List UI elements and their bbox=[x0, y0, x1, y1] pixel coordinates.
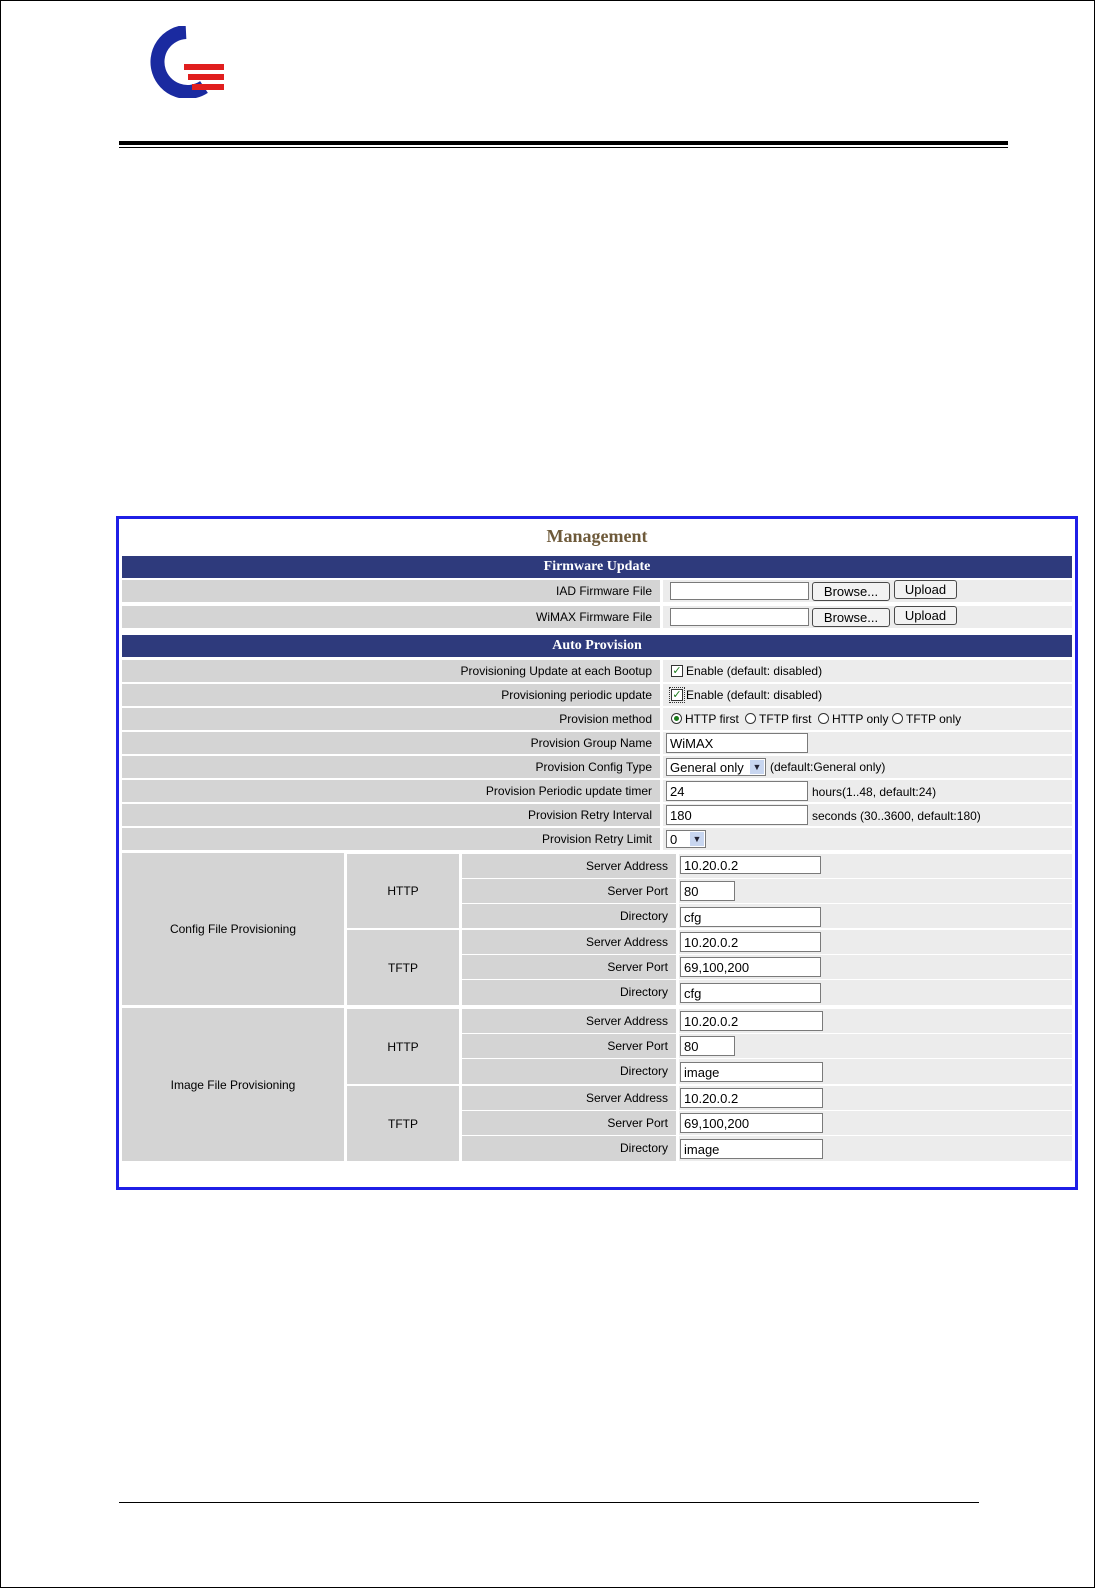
image-http-directory-label: Directory bbox=[462, 1059, 676, 1084]
image-tftp-directory-label: Directory bbox=[462, 1136, 676, 1161]
config-type-hint: (default:General only) bbox=[770, 760, 886, 774]
config-tftp-address-label: Server Address bbox=[462, 930, 676, 954]
retry-interval-value-cell bbox=[663, 804, 1072, 826]
bootup-row bbox=[122, 660, 1072, 682]
bootup-enable-text: Enable (default: disabled) bbox=[686, 664, 823, 678]
chevron-down-icon: ▼ bbox=[690, 832, 704, 846]
config-type-value-cell bbox=[663, 756, 1072, 778]
image-http-address-cell bbox=[679, 1009, 1072, 1033]
image-http-port-label: Server Port bbox=[462, 1034, 676, 1058]
config-http-address-input[interactable]: 10.20.0.2 bbox=[680, 856, 821, 874]
iad-firmware-row bbox=[122, 580, 1072, 602]
radio-tftp-first-label: TFTP first bbox=[759, 712, 812, 726]
quanta-logo bbox=[146, 26, 226, 98]
radio-tftp-only[interactable] bbox=[892, 713, 903, 724]
timer-row bbox=[122, 780, 1072, 802]
chevron-down-icon: ▼ bbox=[750, 760, 764, 774]
config-tftp-directory-input[interactable]: cfg bbox=[680, 983, 821, 1003]
bootup-value-cell bbox=[663, 660, 1072, 682]
config-type-row bbox=[122, 756, 1072, 778]
periodic-checkbox[interactable]: ✓ bbox=[672, 689, 682, 701]
group-row bbox=[122, 732, 1072, 754]
config-http-directory-cell bbox=[679, 904, 1072, 928]
timer-label: Provision Periodic update timer bbox=[122, 780, 660, 802]
radio-tftp-first[interactable] bbox=[745, 713, 756, 724]
config-http-directory-input[interactable]: cfg bbox=[680, 907, 821, 927]
image-tftp-port-label: Server Port bbox=[462, 1111, 676, 1135]
retry-interval-label: Provision Retry Interval bbox=[122, 804, 660, 826]
method-label: Provision method bbox=[122, 708, 660, 730]
image-http-address-label: Server Address bbox=[462, 1009, 676, 1033]
iad-firmware-value-cell bbox=[663, 580, 1072, 602]
retry-interval-row bbox=[122, 804, 1072, 826]
image-tftp-directory-input[interactable]: image bbox=[680, 1139, 823, 1159]
auto-provision-heading: Auto Provision bbox=[122, 635, 1072, 657]
method-value-cell bbox=[663, 708, 1072, 730]
periodic-row bbox=[122, 684, 1072, 706]
config-tftp-label: TFTP bbox=[347, 930, 459, 1005]
group-value-cell bbox=[663, 732, 1072, 754]
image-tftp-directory-cell bbox=[679, 1136, 1072, 1161]
config-http-port-label: Server Port bbox=[462, 879, 676, 903]
config-tftp-port-label: Server Port bbox=[462, 955, 676, 979]
image-http-directory-cell bbox=[679, 1059, 1072, 1084]
config-tftp-address-input[interactable]: 10.20.0.2 bbox=[680, 932, 821, 952]
wimax-upload-button[interactable]: Upload bbox=[894, 606, 957, 625]
group-label: Provision Group Name bbox=[122, 732, 660, 754]
config-tftp-directory-label: Directory bbox=[462, 980, 676, 1005]
group-name-input[interactable]: WiMAX bbox=[666, 733, 808, 753]
periodic-label: Provisioning periodic update bbox=[122, 684, 660, 706]
config-tftp-address-cell bbox=[679, 930, 1072, 954]
management-screenshot-frame bbox=[116, 516, 1078, 1190]
image-tftp-address-label: Server Address bbox=[462, 1086, 676, 1110]
periodic-enable-text: Enable (default: disabled) bbox=[686, 688, 823, 702]
config-type-label: Provision Config Type bbox=[122, 756, 660, 778]
wimax-firmware-row bbox=[122, 606, 1072, 628]
config-http-port-cell bbox=[679, 879, 1072, 903]
retry-limit-selected: 0 bbox=[670, 832, 678, 847]
config-tftp-directory-cell bbox=[679, 980, 1072, 1005]
radio-http-only-label: HTTP only bbox=[832, 712, 889, 726]
retry-interval-input[interactable]: 180 bbox=[666, 805, 808, 825]
footer-rule bbox=[119, 1502, 979, 1503]
retry-limit-label: Provision Retry Limit bbox=[122, 828, 660, 850]
radio-http-first-label: HTTP first bbox=[685, 712, 739, 726]
header-rule bbox=[119, 141, 1008, 145]
bootup-label: Provisioning Update at each Bootup bbox=[122, 660, 660, 682]
method-row bbox=[122, 708, 1072, 730]
config-tftp-port-cell bbox=[679, 955, 1072, 979]
retry-limit-value-cell bbox=[663, 828, 1072, 850]
wimax-firmware-file-input[interactable] bbox=[670, 608, 809, 626]
config-http-address-label: Server Address bbox=[462, 854, 676, 878]
firmware-update-heading: Firmware Update bbox=[122, 556, 1072, 578]
bootup-checkbox[interactable]: ✓ bbox=[672, 665, 682, 677]
image-http-address-input[interactable]: 10.20.0.2 bbox=[680, 1011, 823, 1031]
config-type-select[interactable] bbox=[666, 758, 766, 776]
image-tftp-address-input[interactable]: 10.20.0.2 bbox=[680, 1088, 823, 1108]
iad-firmware-file-input[interactable] bbox=[670, 582, 809, 600]
radio-http-first[interactable] bbox=[671, 713, 682, 724]
wimax-firmware-value-cell bbox=[663, 606, 1072, 628]
image-tftp-port-input[interactable]: 69,100,200 bbox=[680, 1113, 823, 1133]
retry-limit-select[interactable] bbox=[666, 830, 706, 848]
wimax-browse-button[interactable]: Browse... bbox=[812, 608, 890, 627]
retry-interval-hint: seconds (30..3600, default:180) bbox=[812, 809, 981, 823]
retry-limit-row bbox=[122, 828, 1072, 850]
config-type-selected: General only bbox=[670, 760, 744, 775]
config-tftp-port-input[interactable]: 69,100,200 bbox=[680, 957, 821, 977]
config-http-port-input[interactable]: 80 bbox=[680, 881, 735, 901]
config-http-directory-label: Directory bbox=[462, 904, 676, 928]
image-tftp-label: TFTP bbox=[347, 1086, 459, 1161]
image-http-port-input[interactable]: 80 bbox=[680, 1036, 735, 1056]
timer-hint: hours(1..48, default:24) bbox=[812, 785, 937, 799]
timer-value-cell bbox=[663, 780, 1072, 802]
iad-upload-button[interactable]: Upload bbox=[894, 580, 957, 599]
config-http-address-cell bbox=[679, 854, 1072, 878]
config-http-label: HTTP bbox=[347, 854, 459, 928]
header-rule-thin bbox=[119, 147, 1008, 148]
radio-tftp-only-label: TFTP only bbox=[906, 712, 962, 726]
image-http-directory-input[interactable]: image bbox=[680, 1062, 823, 1082]
config-file-provisioning-label: Config File Provisioning bbox=[122, 853, 344, 1005]
image-tftp-address-cell bbox=[679, 1086, 1072, 1110]
periodic-value-cell bbox=[663, 684, 1072, 706]
image-http-label: HTTP bbox=[347, 1009, 459, 1084]
image-tftp-port-cell bbox=[679, 1111, 1072, 1135]
radio-http-only[interactable] bbox=[818, 713, 829, 724]
image-http-port-cell bbox=[679, 1034, 1072, 1058]
iad-browse-button[interactable]: Browse... bbox=[812, 582, 890, 601]
iad-firmware-label: IAD Firmware File bbox=[122, 580, 660, 602]
wimax-firmware-label: WiMAX Firmware File bbox=[122, 606, 660, 628]
image-file-provisioning-label: Image File Provisioning bbox=[122, 1008, 344, 1161]
page-title: Management bbox=[546, 526, 648, 546]
timer-input[interactable]: 24 bbox=[666, 781, 808, 801]
